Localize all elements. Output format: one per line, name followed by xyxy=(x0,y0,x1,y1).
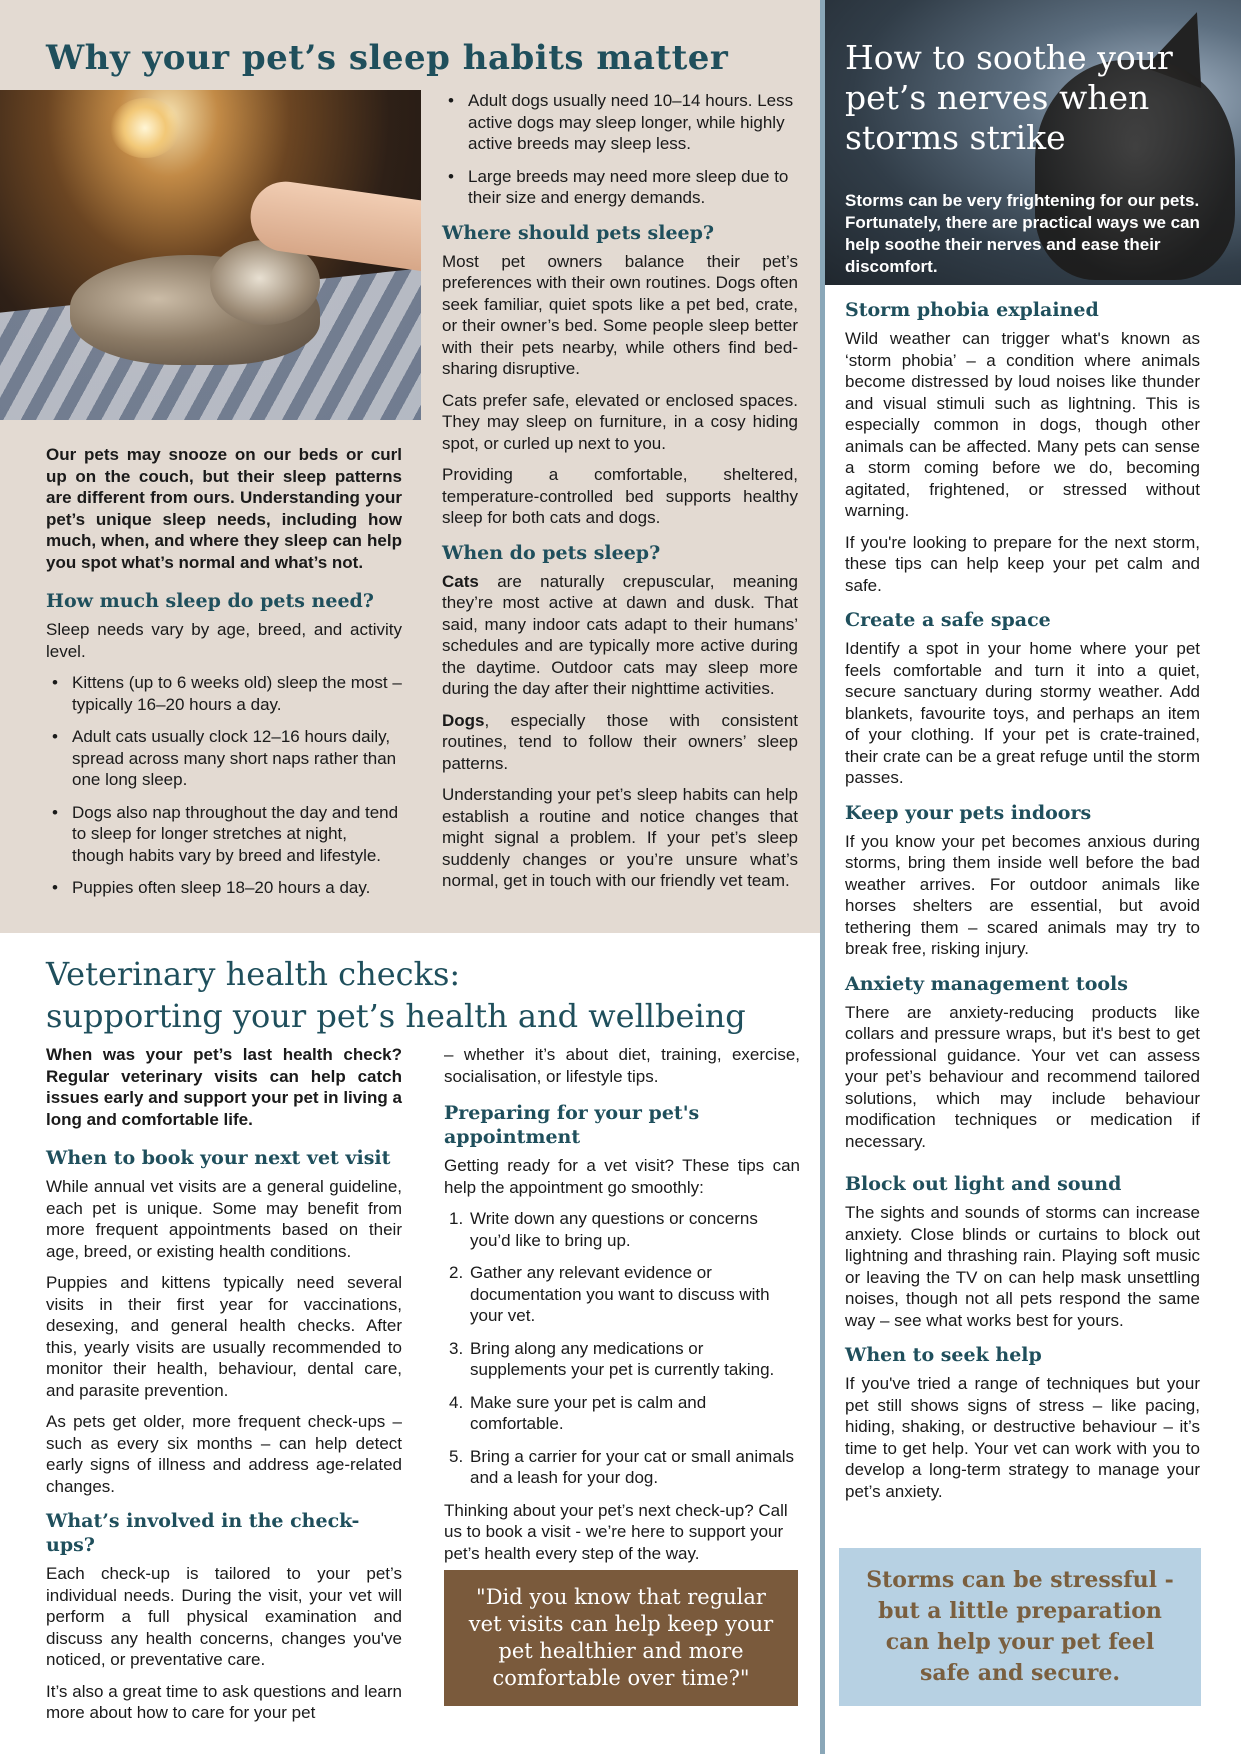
vet-article-title xyxy=(46,953,816,1037)
sleeping-cat-photo xyxy=(0,90,421,420)
list-item: • Large breeds may need more sleep due to their size and energy demands. xyxy=(442,166,798,209)
vet-paragraph: It’s also a great time to ask questions and learn more about how to care for your pet xyxy=(46,1681,402,1722)
storm-paragraph: Identify a spot in your home where your pet feels comfortable and turn it into a quiet, secure sanctuary during stormy weather. Add blankets, favourite toys, and perhaps an item of your clothing. If your pet is crate-trained, their crate can be a great refuge until the storm passes. xyxy=(845,639,1200,787)
storm-intro: Storms can be very frightening for our pets. Fortunately, there are practical ways we can help soothe their nerves and ease their discomfort. xyxy=(845,191,1200,276)
prep-intro: Getting ready for a vet visit? These tips can help the appointment go smoothly: xyxy=(444,1156,800,1197)
list-text: Bring along any medications or supplements your pet is currently taking. xyxy=(470,1338,775,1379)
sleep-bullet-list xyxy=(46,672,402,899)
vet-paragraph: – whether it’s about diet, training, exercise, socialisation, or lifestyle tips. xyxy=(444,1045,800,1086)
how-much-heading: How much sleep do pets need? xyxy=(46,590,374,612)
storm-paragraph: If you've tried a range of techniques but your pet still shows signs of stress – like pacing, hiding, shaking, or destructive behaviour – it’s time to get help. Your vet can work with you to develop a long-term strategy to manage your pet’s anxiety. xyxy=(845,1374,1200,1501)
cats-bold: Cats xyxy=(442,571,479,591)
vet-left-column xyxy=(46,1044,402,1734)
list-number: 3. xyxy=(449,1338,464,1358)
anxiety-tools-heading: Anxiety management tools xyxy=(845,972,1128,995)
list-text: Make sure your pet is calm and comfortable. xyxy=(470,1392,707,1433)
list-item: • Dogs also nap throughout the day and tend to sleep for longer stretches at night, though habits vary by breed and lifestyle. xyxy=(46,802,402,867)
vet-callout-box xyxy=(444,1570,798,1706)
dogs-bold: Dogs xyxy=(442,710,485,730)
list-item xyxy=(444,1392,800,1435)
vet-paragraph: Each check-up is tailored to your pet’s individual needs. During the visit, your vet will perform a full physical examination and discuss any health concerns, changes you've noticed, or preventative care. xyxy=(46,1564,402,1669)
storm-paragraph: There are anxiety-reducing products like collars and pressure wraps, but it's best to get professional guidance. Your vet can assess your pet’s behaviour and recommend tailored solutions, which may include behaviour modification techniques or medication if necessary. xyxy=(845,1002,1200,1151)
storm-callout-text: Storms can be stressful - but a little preparation can help your pet feel safe and secure. xyxy=(866,1567,1174,1686)
storm-callout-box xyxy=(839,1548,1201,1706)
vet-title-line-1: Veterinary health checks: xyxy=(46,955,461,993)
storm-column xyxy=(845,298,1200,1512)
involved-heading: What’s involved in the check-ups? xyxy=(46,1510,360,1556)
sleep-article xyxy=(0,0,820,933)
vet-paragraph: As pets get older, more frequent check-ups – such as every six months – can help detect early signs of illness and address age-related changes. xyxy=(46,1412,402,1496)
list-item xyxy=(444,1262,800,1327)
sleep-left-column xyxy=(46,444,402,910)
storm-paragraph: If you're looking to prepare for the next storm, these tips can help keep your pet calm and safe. xyxy=(845,532,1200,595)
how-much-intro: Sleep needs vary by age, breed, and activity level. xyxy=(46,620,402,661)
prep-numbered-list xyxy=(444,1208,800,1489)
where-paragraph: Providing a comfortable, sheltered, temperature-controlled bed supports healthy sleep for both cats and dogs. xyxy=(442,465,798,527)
dogs-text: , especially those with consistent routines, tend to follow their owners’ sleep patterns. xyxy=(442,710,798,773)
when-paragraph: Understanding your pet’s sleep habits can help establish a routine and notice changes that might signal a problem. If your pet’s sleep suddenly changes or you’re unsure what’s normal, get in touch with our friendly vet team. xyxy=(442,785,798,890)
vet-callout-text: "Did you know that regular vet visits can help keep your pet healthier and more comfortable over time?" xyxy=(468,1585,774,1690)
vet-lead: When was your pet’s last health check? Regular veterinary visits can help catch issues early and support your pet in living a long and comfortable life. xyxy=(46,1045,402,1129)
list-number: 1. xyxy=(449,1209,464,1228)
where-paragraph: Cats prefer safe, elevated or enclosed spaces. They may sleep on furniture, in a cosy hiding spot, or curled up next to you. xyxy=(442,390,798,453)
storm-paragraph: The sights and sounds of storms can increase anxiety. Close blinds or curtains to block out lightning and thrashing rain. Playing soft music or leaving the TV on can help mask unsettling noises, though not all pets respond the same way – see what works best for yours. xyxy=(845,1203,1200,1330)
seek-help-heading: When to seek help xyxy=(845,1344,1042,1366)
sleep-lead: Our pets may snooze on our beds or curl up on the couch, but their sleep patterns are different from ours. Understanding your pet’s unique sleep needs, including how much, when, and where they sleep can help you spot what’s normal and what’s not. xyxy=(46,445,402,572)
list-item: • Kittens (up to 6 weeks old) sleep the most – typically 16–20 hours a day. xyxy=(46,672,402,715)
storm-paragraph: If you know your pet becomes anxious during storms, bring them inside well before the bad weather arrives. For outdoor animals like horses shelters are essential, but avoid tethering them – scared animals may try to break free, risking injury. xyxy=(845,831,1200,958)
when-heading: When do pets sleep? xyxy=(442,541,661,564)
cats-text: are naturally crepuscular, meaning they’re most active at dawn and dusk. That said, many indoor cats adapt to their humans’ schedules and are typically more active during the daytime. Outdoor cats may sleep more during the day after their nighttime activities. xyxy=(442,571,798,698)
sleep-bullet-list-continued xyxy=(442,90,798,209)
list-item: • Adult cats usually clock 12–16 hours daily, spread across many short naps rather than one long sleep. xyxy=(46,726,402,791)
storm-hero-banner xyxy=(825,0,1241,285)
vet-paragraph: While annual vet visits are a general guideline, each pet is unique. Some may benefit from more frequent appointments based on their age, breed, or existing health conditions. xyxy=(46,1177,402,1261)
storm-phobia-heading: Storm phobia explained xyxy=(845,299,1099,321)
safe-space-heading: Create a safe space xyxy=(845,609,1051,631)
sleep-article-title: Why your pet’s sleep habits matter xyxy=(46,38,729,78)
prep-outro: Thinking about your pet’s next check-up? Call us to book a visit - we’re here to support your pet’s health every step of the way. xyxy=(444,1500,788,1563)
storm-article-title: How to soothe your pet’s nerves when storms strike xyxy=(845,38,1173,157)
list-text: Write down any questions or concerns you’d like to bring up. xyxy=(470,1209,758,1250)
list-text: Bring a carrier for your cat or small animals and a leash for your dog. xyxy=(470,1446,795,1487)
indoors-heading: Keep your pets indoors xyxy=(845,801,1092,824)
prep-heading: Preparing for your pet's appointment xyxy=(444,1102,700,1148)
when-dogs-paragraph xyxy=(442,710,798,775)
where-heading: Where should pets sleep? xyxy=(442,221,715,244)
where-paragraph: Most pet owners balance their pet’s preferences with their own routines. Dogs often seek familiar, quiet spots like a pet bed, crate, or their owner’s bed. Some people sleep better with their pets nearby, while others find bed-sharing disruptive. xyxy=(442,251,798,378)
list-item: • Puppies often sleep 18–20 hours a day. xyxy=(46,877,402,899)
list-item xyxy=(444,1446,800,1489)
vet-title-line-2: supporting your pet’s health and wellbeing xyxy=(46,997,746,1035)
book-visit-heading: When to book your next vet visit xyxy=(46,1147,391,1169)
when-cats-paragraph xyxy=(442,571,798,700)
vet-paragraph: Puppies and kittens typically need several visits in their first year for vaccinations, desexing, and general health checks. After this, yearly visits are usually recommended to monitor their health, behaviour, dental care, and parasite prevention. xyxy=(46,1273,402,1400)
list-number: 2. xyxy=(449,1263,464,1282)
list-text: Gather any relevant evidence or documentation you want to discuss with your vet. xyxy=(470,1263,770,1325)
sleep-right-column xyxy=(442,90,798,902)
lamp-glow xyxy=(110,98,180,158)
list-item: • Adult dogs usually need 10–14 hours. Less active dogs may sleep longer, while highly active breeds may sleep less. xyxy=(442,90,798,155)
storm-paragraph: Wild weather can trigger what's known as ‘storm phobia’ – a condition where animals become distressed by loud noises like thunder and visual stimuli such as lightning. This is especially common in dogs, though other animals can be affected. Many pets can sense a storm coming before we do, becoming agitated, frightened, or stressed without warning. xyxy=(845,329,1200,520)
list-number: 4. xyxy=(449,1392,464,1412)
vet-right-column xyxy=(444,1044,800,1574)
list-item xyxy=(444,1208,800,1251)
list-number: 5. xyxy=(449,1446,464,1466)
list-item xyxy=(444,1338,800,1381)
block-light-heading: Block out light and sound xyxy=(845,1173,1122,1195)
